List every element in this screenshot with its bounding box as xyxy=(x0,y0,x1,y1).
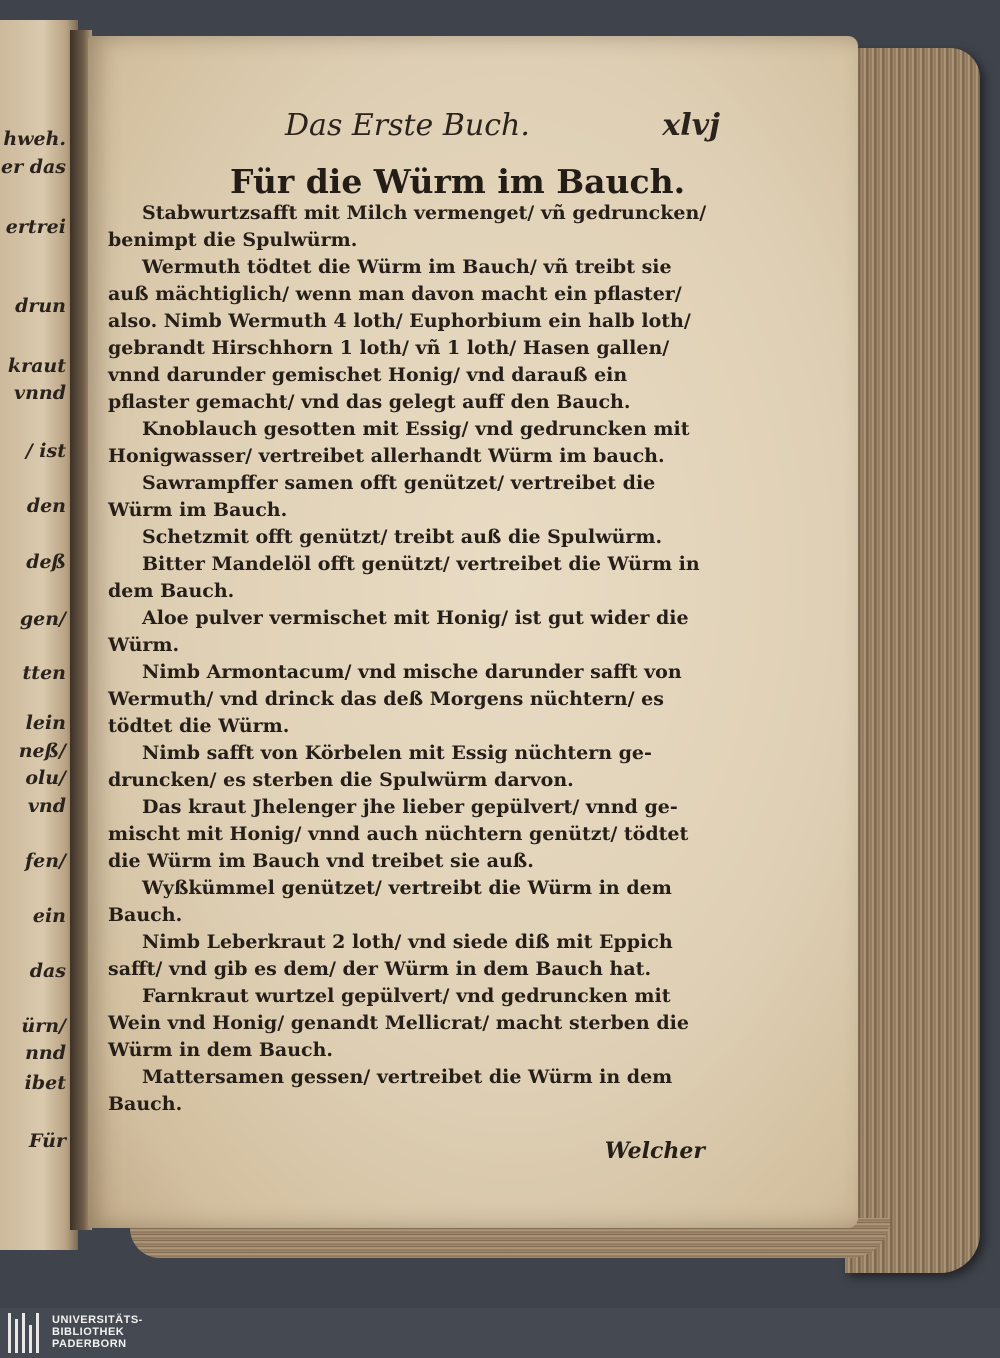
left-page-fragment-text: nnd xyxy=(25,1042,66,1064)
page-header xyxy=(285,108,720,148)
paragraph: Nimb Armontacum/ vnd mische darunder safft von Wermuth/ vnd drinck das deß Morgens nüchtern/ es tödtet die Würm. xyxy=(108,661,682,737)
left-page-fragment-text: olu/ xyxy=(25,767,66,789)
paragraph: Wyßkümmel genützet/ vertreibt die Würm in dem Bauch. xyxy=(108,877,672,926)
paragraph: Knoblauch gesotten mit Essig/ vnd gedruncken mit Honigwasser/ vertreibet allerhandt Würm im bauch. xyxy=(108,418,690,467)
body-text xyxy=(108,200,708,1118)
left-page-fragment-text: ürn/ xyxy=(21,1015,66,1037)
logo-line: UNIVERSITÄTS- xyxy=(52,1314,143,1326)
paragraph: Sawrampffer samen offt genützet/ vertreibet die Würm im Bauch. xyxy=(108,472,656,521)
running-head: Das Erste Buch. xyxy=(285,108,530,143)
page-block-edges xyxy=(845,48,980,1273)
chapter-title: Für die Würm im Bauch. xyxy=(230,162,686,201)
left-page-fragment-text: ein xyxy=(32,905,66,927)
left-page-fragment-text: neß/ xyxy=(18,740,66,762)
footer-bar xyxy=(0,1308,1000,1358)
left-page-fragment xyxy=(0,20,78,1250)
logo-line: BIBLIOTHEK xyxy=(52,1326,125,1338)
left-page-fragment-text: fen/ xyxy=(24,850,66,872)
paragraph: Farnkraut wurtzel gepülvert/ vnd gedruncken mit Wein vnd Honig/ genandt Mellicrat/ macht sterben die Würm in dem Bauch. xyxy=(108,985,689,1061)
left-page-fragment-text: das xyxy=(29,960,66,982)
left-page-fragment-text: Für xyxy=(29,1130,66,1152)
library-logo-text xyxy=(52,1314,143,1350)
folio-number: xlvj xyxy=(662,108,720,143)
paragraph: Wermuth tödtet die Würm im Bauch/ vñ treibt sie auß mächtiglich/ wenn man davon macht ein pflaster/ also. Nimb Wermuth 4 loth/ Euphorbium ein halb loth/ gebrandt Hirschhorn 1 loth/ vñ 1 loth/ Hasen gallen/ vnnd darunder gemischet Honig/ vnd darauß ein pflaster gemacht/ vnd das gelegt auff den Bauch. xyxy=(108,256,691,413)
library-logo-icon xyxy=(8,1313,46,1353)
left-page-fragment-text: ibet xyxy=(24,1072,66,1094)
left-page-fragment-text: den xyxy=(26,495,66,517)
left-page-fragment-text: deß xyxy=(26,551,66,573)
paragraph: Nimb Leberkraut 2 loth/ vnd siede diß mit Eppich safft/ vnd gib es dem/ der Würm in dem Bauch hat. xyxy=(108,931,673,980)
left-page-fragment-text: gen/ xyxy=(19,608,66,630)
left-page-fragment-text: hweh. xyxy=(3,128,66,150)
paragraph: Aloe pulver vermischet mit Honig/ ist gut wider die Würm. xyxy=(108,607,689,656)
paragraph: Das kraut Jhelenger jhe lieber gepülvert/ vnnd gemischt mit Honig/ vnnd auch nüchtern genützt/ tödtet die Würm im Bauch vnd treibet sie auß. xyxy=(108,796,689,872)
paragraph: Stabwurtzsafft mit Milch vermenget/ vñ gedruncken/ benimpt die Spulwürm. xyxy=(108,202,707,251)
left-page-fragment-text: lein xyxy=(25,712,66,734)
left-page-fragment-text: vnnd xyxy=(14,382,66,404)
left-page-fragment-text: vnd xyxy=(27,795,66,817)
left-page-fragment-text: tten xyxy=(22,662,66,684)
left-page-fragment-text: ertrei xyxy=(5,216,66,238)
paragraph: Mattersamen gessen/ vertreibet die Würm in dem Bauch. xyxy=(108,1066,673,1115)
paragraph: Nimb safft von Körbelen mit Essig nüchtern gedruncken/ es sterben die Spulwürm darvon. xyxy=(108,742,652,791)
catchword: Welcher xyxy=(604,1138,705,1164)
logo-line: PADERBORN xyxy=(52,1338,127,1350)
left-page-fragment-text: kraut xyxy=(7,355,66,377)
paragraph: Bitter Mandelöl offt genützt/ vertreibet die Würm in dem Bauch. xyxy=(108,553,700,602)
left-page-fragment-text: / ist xyxy=(25,440,66,462)
left-page-fragment-text: er das xyxy=(0,156,66,178)
paragraph: Schetzmit offt genützt/ treibt auß die Spulwürm. xyxy=(142,526,663,548)
left-page-fragment-text: drun xyxy=(15,295,66,317)
